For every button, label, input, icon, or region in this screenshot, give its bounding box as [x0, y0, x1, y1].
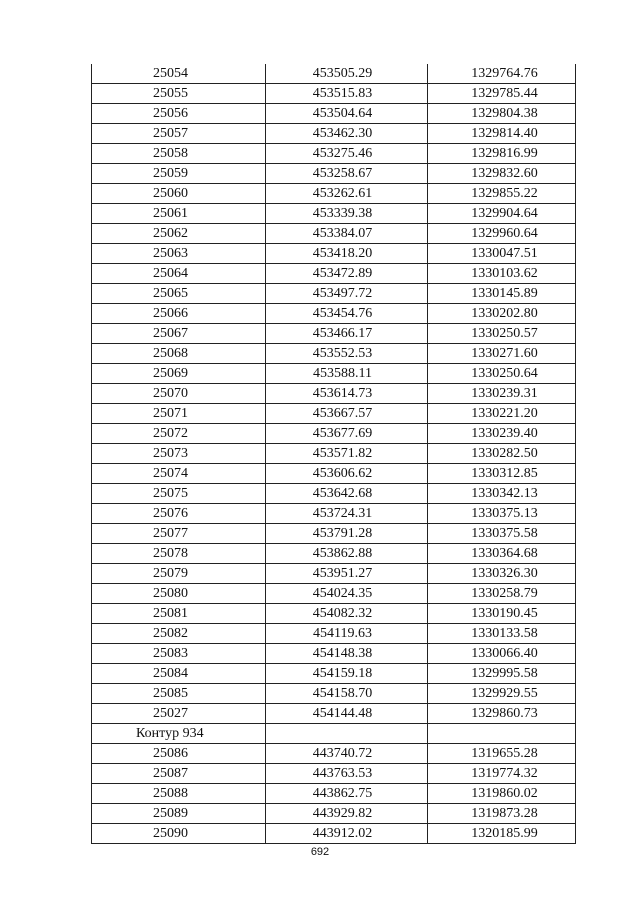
y-coordinate-cell: 1330282.50 [428, 444, 576, 464]
x-coordinate-cell: 453504.64 [266, 104, 428, 124]
table-row [92, 784, 576, 804]
table-row [92, 804, 576, 824]
y-coordinate-cell: 1329960.64 [428, 224, 576, 244]
y-coordinate-cell: 1330145.89 [428, 284, 576, 304]
x-coordinate-cell: 453606.62 [266, 464, 428, 484]
point-number-cell: 25062 [92, 224, 266, 244]
table-row [92, 124, 576, 144]
coordinates-table-body [92, 64, 576, 844]
y-coordinate-cell: 1330202.80 [428, 304, 576, 324]
point-number-cell: 25068 [92, 344, 266, 364]
page-number: 692 [310, 846, 330, 858]
point-number-cell: 25027 [92, 704, 266, 724]
y-coordinate-cell: 1329814.40 [428, 124, 576, 144]
point-number-cell: 25076 [92, 504, 266, 524]
point-number-cell: 25057 [92, 124, 266, 144]
x-coordinate-cell: 453571.82 [266, 444, 428, 464]
table-row [92, 524, 576, 544]
y-coordinate-cell: 1329929.55 [428, 684, 576, 704]
table-row [92, 384, 576, 404]
x-coordinate-cell: 454148.38 [266, 644, 428, 664]
point-number-cell: 25055 [92, 84, 266, 104]
x-coordinate-cell: 454082.32 [266, 604, 428, 624]
x-coordinate-cell: 453275.46 [266, 144, 428, 164]
table-row [92, 664, 576, 684]
x-coordinate-cell: 453791.28 [266, 524, 428, 544]
y-coordinate-cell: 1319873.28 [428, 804, 576, 824]
table-row [92, 744, 576, 764]
table-row [92, 604, 576, 624]
table-row [92, 504, 576, 524]
y-coordinate-cell: 1329860.73 [428, 704, 576, 724]
point-number-cell: 25089 [92, 804, 266, 824]
contour-header-row [92, 724, 576, 744]
y-coordinate-cell: 1329855.22 [428, 184, 576, 204]
table-row [92, 544, 576, 564]
y-coordinate-cell: 1330221.20 [428, 404, 576, 424]
contour-label: Контур 934 [92, 724, 266, 744]
x-coordinate-cell: 453951.27 [266, 564, 428, 584]
x-coordinate-cell: 454024.35 [266, 584, 428, 604]
empty-cell [266, 724, 428, 744]
table-row [92, 144, 576, 164]
x-coordinate-cell: 443740.72 [266, 744, 428, 764]
y-coordinate-cell: 1330066.40 [428, 644, 576, 664]
table-row [92, 264, 576, 284]
point-number-cell: 25083 [92, 644, 266, 664]
x-coordinate-cell: 453862.88 [266, 544, 428, 564]
point-number-cell: 25084 [92, 664, 266, 684]
point-number-cell: 25086 [92, 744, 266, 764]
table-row [92, 644, 576, 664]
y-coordinate-cell: 1319655.28 [428, 744, 576, 764]
table-row [92, 104, 576, 124]
x-coordinate-cell: 453724.31 [266, 504, 428, 524]
x-coordinate-cell: 453497.72 [266, 284, 428, 304]
y-coordinate-cell: 1329764.76 [428, 64, 576, 84]
point-number-cell: 25079 [92, 564, 266, 584]
x-coordinate-cell: 453418.20 [266, 244, 428, 264]
y-coordinate-cell: 1330190.45 [428, 604, 576, 624]
point-number-cell: 25069 [92, 364, 266, 384]
y-coordinate-cell: 1330312.85 [428, 464, 576, 484]
point-number-cell: 25073 [92, 444, 266, 464]
point-number-cell: 25058 [92, 144, 266, 164]
x-coordinate-cell: 453454.76 [266, 304, 428, 324]
table-row [92, 424, 576, 444]
table-row [92, 244, 576, 264]
y-coordinate-cell: 1330250.57 [428, 324, 576, 344]
table-row [92, 564, 576, 584]
table-row [92, 584, 576, 604]
point-number-cell: 25054 [92, 64, 266, 84]
x-coordinate-cell: 454119.63 [266, 624, 428, 644]
table-row [92, 404, 576, 424]
table-row [92, 464, 576, 484]
y-coordinate-cell: 1330375.58 [428, 524, 576, 544]
table-row [92, 84, 576, 104]
y-coordinate-cell: 1330250.64 [428, 364, 576, 384]
point-number-cell: 25088 [92, 784, 266, 804]
table-row [92, 184, 576, 204]
y-coordinate-cell: 1330133.58 [428, 624, 576, 644]
y-coordinate-cell: 1330326.30 [428, 564, 576, 584]
x-coordinate-cell: 453552.53 [266, 344, 428, 364]
x-coordinate-cell: 453384.07 [266, 224, 428, 244]
point-number-cell: 25081 [92, 604, 266, 624]
table-row [92, 284, 576, 304]
point-number-cell: 25071 [92, 404, 266, 424]
x-coordinate-cell: 453505.29 [266, 64, 428, 84]
y-coordinate-cell: 1330342.13 [428, 484, 576, 504]
x-coordinate-cell: 453472.89 [266, 264, 428, 284]
x-coordinate-cell: 453588.11 [266, 364, 428, 384]
y-coordinate-cell: 1330375.13 [428, 504, 576, 524]
point-number-cell: 25087 [92, 764, 266, 784]
table-row [92, 224, 576, 244]
table-row [92, 324, 576, 344]
point-number-cell: 25082 [92, 624, 266, 644]
y-coordinate-cell: 1330364.68 [428, 544, 576, 564]
x-coordinate-cell: 443763.53 [266, 764, 428, 784]
point-number-cell: 25077 [92, 524, 266, 544]
table-row [92, 344, 576, 364]
x-coordinate-cell: 453258.67 [266, 164, 428, 184]
x-coordinate-cell: 453515.83 [266, 84, 428, 104]
y-coordinate-cell: 1329804.38 [428, 104, 576, 124]
x-coordinate-cell: 453339.38 [266, 204, 428, 224]
y-coordinate-cell: 1329816.99 [428, 144, 576, 164]
table-row [92, 824, 576, 844]
table-row [92, 624, 576, 644]
x-coordinate-cell: 443912.02 [266, 824, 428, 844]
x-coordinate-cell: 454158.70 [266, 684, 428, 704]
x-coordinate-cell: 453667.57 [266, 404, 428, 424]
coordinates-table [91, 64, 576, 844]
table-row [92, 304, 576, 324]
table-row [92, 704, 576, 724]
y-coordinate-cell: 1330258.79 [428, 584, 576, 604]
y-coordinate-cell: 1329832.60 [428, 164, 576, 184]
table-row [92, 364, 576, 384]
point-number-cell: 25065 [92, 284, 266, 304]
x-coordinate-cell: 453614.73 [266, 384, 428, 404]
y-coordinate-cell: 1319860.02 [428, 784, 576, 804]
point-number-cell: 25078 [92, 544, 266, 564]
x-coordinate-cell: 443929.82 [266, 804, 428, 824]
y-coordinate-cell: 1330271.60 [428, 344, 576, 364]
x-coordinate-cell: 453262.61 [266, 184, 428, 204]
table-row [92, 204, 576, 224]
x-coordinate-cell: 453466.17 [266, 324, 428, 344]
point-number-cell: 25064 [92, 264, 266, 284]
table-row [92, 164, 576, 184]
point-number-cell: 25072 [92, 424, 266, 444]
point-number-cell: 25067 [92, 324, 266, 344]
empty-cell [428, 724, 576, 744]
x-coordinate-cell: 454159.18 [266, 664, 428, 684]
point-number-cell: 25085 [92, 684, 266, 704]
table-row [92, 444, 576, 464]
point-number-cell: 25059 [92, 164, 266, 184]
point-number-cell: 25063 [92, 244, 266, 264]
x-coordinate-cell: 453642.68 [266, 484, 428, 504]
table-row [92, 764, 576, 784]
table-row [92, 684, 576, 704]
y-coordinate-cell: 1329785.44 [428, 84, 576, 104]
y-coordinate-cell: 1329995.58 [428, 664, 576, 684]
x-coordinate-cell: 453677.69 [266, 424, 428, 444]
y-coordinate-cell: 1320185.99 [428, 824, 576, 844]
table-row [92, 64, 576, 84]
point-number-cell: 25075 [92, 484, 266, 504]
point-number-cell: 25070 [92, 384, 266, 404]
point-number-cell: 25060 [92, 184, 266, 204]
x-coordinate-cell: 443862.75 [266, 784, 428, 804]
y-coordinate-cell: 1330239.31 [428, 384, 576, 404]
point-number-cell: 25056 [92, 104, 266, 124]
y-coordinate-cell: 1329904.64 [428, 204, 576, 224]
point-number-cell: 25074 [92, 464, 266, 484]
point-number-cell: 25066 [92, 304, 266, 324]
y-coordinate-cell: 1330103.62 [428, 264, 576, 284]
x-coordinate-cell: 454144.48 [266, 704, 428, 724]
point-number-cell: 25090 [92, 824, 266, 844]
table-row [92, 484, 576, 504]
y-coordinate-cell: 1330239.40 [428, 424, 576, 444]
y-coordinate-cell: 1330047.51 [428, 244, 576, 264]
point-number-cell: 25080 [92, 584, 266, 604]
point-number-cell: 25061 [92, 204, 266, 224]
x-coordinate-cell: 453462.30 [266, 124, 428, 144]
y-coordinate-cell: 1319774.32 [428, 764, 576, 784]
